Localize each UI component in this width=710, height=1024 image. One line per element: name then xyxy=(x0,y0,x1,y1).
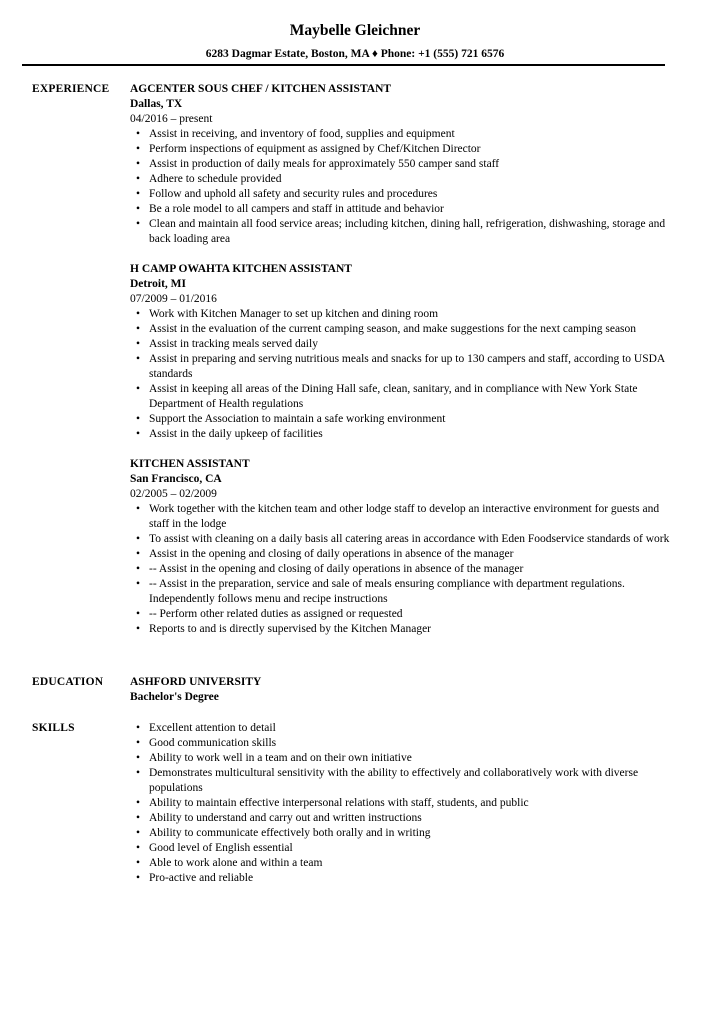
bullet-icon: • xyxy=(136,173,141,185)
bullet-icon: • xyxy=(136,842,141,854)
job-dates: 02/2005 – 02/2009 xyxy=(130,488,217,500)
job-bullets xyxy=(130,502,675,637)
job-bullet: • Assist in the evaluation of the current camping season, and make suggestions for the next camping season xyxy=(136,323,637,335)
bullet-icon: • xyxy=(136,578,141,590)
skill-item: • Excellent attention to detail xyxy=(136,722,276,734)
job-dates: 04/2016 – present xyxy=(130,113,213,125)
job-entry xyxy=(130,457,675,637)
job-title: H CAMP OWAHTA KITCHEN ASSISTANT xyxy=(130,263,352,275)
job-bullet: • To assist with cleaning on a daily basis all catering areas in accordance with Eden Foodservice standards of work xyxy=(136,533,670,545)
bullet-icon: • xyxy=(136,608,141,620)
bullet-icon: • xyxy=(136,158,141,170)
bullet-icon: • xyxy=(136,308,141,320)
experience-body xyxy=(130,82,675,652)
job-bullets xyxy=(130,307,675,442)
job-bullet: • Support the Association to maintain a safe working environment xyxy=(136,413,446,425)
bullet-icon: • xyxy=(136,218,141,230)
job-bullet: • Clean and maintain all food service areas; including kitchen, dining hall, refrigeration, dishwashing, storage and back loading area xyxy=(136,218,666,245)
bullet-icon: • xyxy=(136,353,141,365)
job-location: San Francisco, CA xyxy=(130,473,222,485)
bullet-icon: • xyxy=(136,812,141,824)
skill-item: • Ability to maintain effective interpersonal relations with staff, students, and public xyxy=(136,797,529,809)
job-dates: 07/2009 – 01/2016 xyxy=(130,293,217,305)
bullet-icon: • xyxy=(136,752,141,764)
skill-item: • Pro-active and reliable xyxy=(136,872,254,884)
degree-name: Bachelor's Degree xyxy=(130,691,219,703)
skill-item: • Demonstrates multicultural sensitivity with the ability to effectively and collaboratively work with diverse populations xyxy=(136,767,639,794)
bullet-icon: • xyxy=(136,563,141,575)
job-bullet: • Assist in keeping all areas of the Dining Hall safe, clean, sanitary, and in compliance with New York State Department of Health regulations xyxy=(136,383,638,410)
job-title: AGCENTER SOUS CHEF / KITCHEN ASSISTANT xyxy=(130,83,392,95)
candidate-name: Maybelle Gleichner xyxy=(289,22,421,39)
skill-item: • Ability to communicate effectively both orally and in writing xyxy=(136,827,431,839)
skill-item: • Ability to understand and carry out and written instructions xyxy=(136,812,422,824)
bullet-icon: • xyxy=(136,203,141,215)
education-body xyxy=(130,675,675,705)
job-bullet: • Assist in receiving, and inventory of food, supplies and equipment xyxy=(136,128,455,140)
skill-item: • Good communication skills xyxy=(136,737,277,749)
education-label: EDUCATION xyxy=(32,676,104,688)
bullet-icon: • xyxy=(136,323,141,335)
experience-label: EXPERIENCE xyxy=(32,83,110,95)
job-bullet: • Assist in preparing and serving nutritious meals and snacks for up to 130 campers and staff, according to USDA standards xyxy=(136,353,665,380)
bullet-icon: • xyxy=(136,188,141,200)
skills-list xyxy=(130,721,675,886)
job-bullet: • Be a role model to all campers and staff in attitude and behavior xyxy=(136,203,444,215)
bullet-icon: • xyxy=(136,503,141,515)
bullet-icon: • xyxy=(136,767,141,779)
job-bullet: • Follow and uphold all safety and security rules and procedures xyxy=(136,188,438,200)
job-location: Detroit, MI xyxy=(130,278,186,290)
header-divider xyxy=(22,64,665,66)
bullet-icon: • xyxy=(136,548,141,560)
bullet-icon: • xyxy=(136,143,141,155)
contact-line: 6283 Dagmar Estate, Boston, MA ♦ Phone: +1 (555) 721 6576 xyxy=(205,48,505,60)
job-bullet: • Work with Kitchen Manager to set up kitchen and dining room xyxy=(136,308,439,320)
job-bullet: • -- Assist in the opening and closing of daily operations in absence of the manager xyxy=(136,563,524,575)
bullet-icon: • xyxy=(136,533,141,545)
job-bullet: • Assist in production of daily meals for approximately 550 camper sand staff xyxy=(136,158,500,170)
job-entry xyxy=(130,262,675,442)
bullet-icon: • xyxy=(136,797,141,809)
bullet-icon: • xyxy=(136,413,141,425)
job-bullet: • Assist in the daily upkeep of facilities xyxy=(136,428,323,440)
skill-item: • Ability to work well in a team and on their own initiative xyxy=(136,752,412,764)
job-bullet: • Adhere to schedule provided xyxy=(136,173,282,185)
bullet-icon: • xyxy=(136,623,141,635)
skills-label: SKILLS xyxy=(32,722,75,734)
bullet-icon: • xyxy=(136,428,141,440)
bullet-icon: • xyxy=(136,737,141,749)
bullet-icon: • xyxy=(136,128,141,140)
job-entry xyxy=(130,82,675,247)
job-bullet: • -- Perform other related duties as assigned or requested xyxy=(136,608,403,620)
job-bullets xyxy=(130,127,675,247)
bullet-icon: • xyxy=(136,722,141,734)
bullet-icon: • xyxy=(136,338,141,350)
bullet-icon: • xyxy=(136,857,141,869)
job-bullet: • Assist in tracking meals served daily xyxy=(136,338,318,350)
job-bullet: • Assist in the opening and closing of daily operations in absence of the manager xyxy=(136,548,514,560)
job-bullet: • -- Assist in the preparation, service and sale of meals ensuring compliance with department regulations. Independently follows menu and recipe instructions xyxy=(136,578,625,605)
skills-body xyxy=(130,721,675,886)
job-bullet: • Reports to and is directly supervised by the Kitchen Manager xyxy=(136,623,431,635)
skill-item: • Good level of English essential xyxy=(136,842,293,854)
school-name: ASHFORD UNIVERSITY xyxy=(130,676,262,688)
bullet-icon: • xyxy=(136,872,141,884)
bullet-icon: • xyxy=(136,827,141,839)
skill-item: • Able to work alone and within a team xyxy=(136,857,323,869)
job-bullet: • Perform inspections of equipment as assigned by Chef/Kitchen Director xyxy=(136,143,481,155)
job-title: KITCHEN ASSISTANT xyxy=(130,458,250,470)
job-location: Dallas, TX xyxy=(130,98,183,110)
bullet-icon: • xyxy=(136,383,141,395)
job-bullet: • Work together with the kitchen team and other lodge staff to develop an interactive environment for guests and staff in the lodge xyxy=(136,503,660,530)
